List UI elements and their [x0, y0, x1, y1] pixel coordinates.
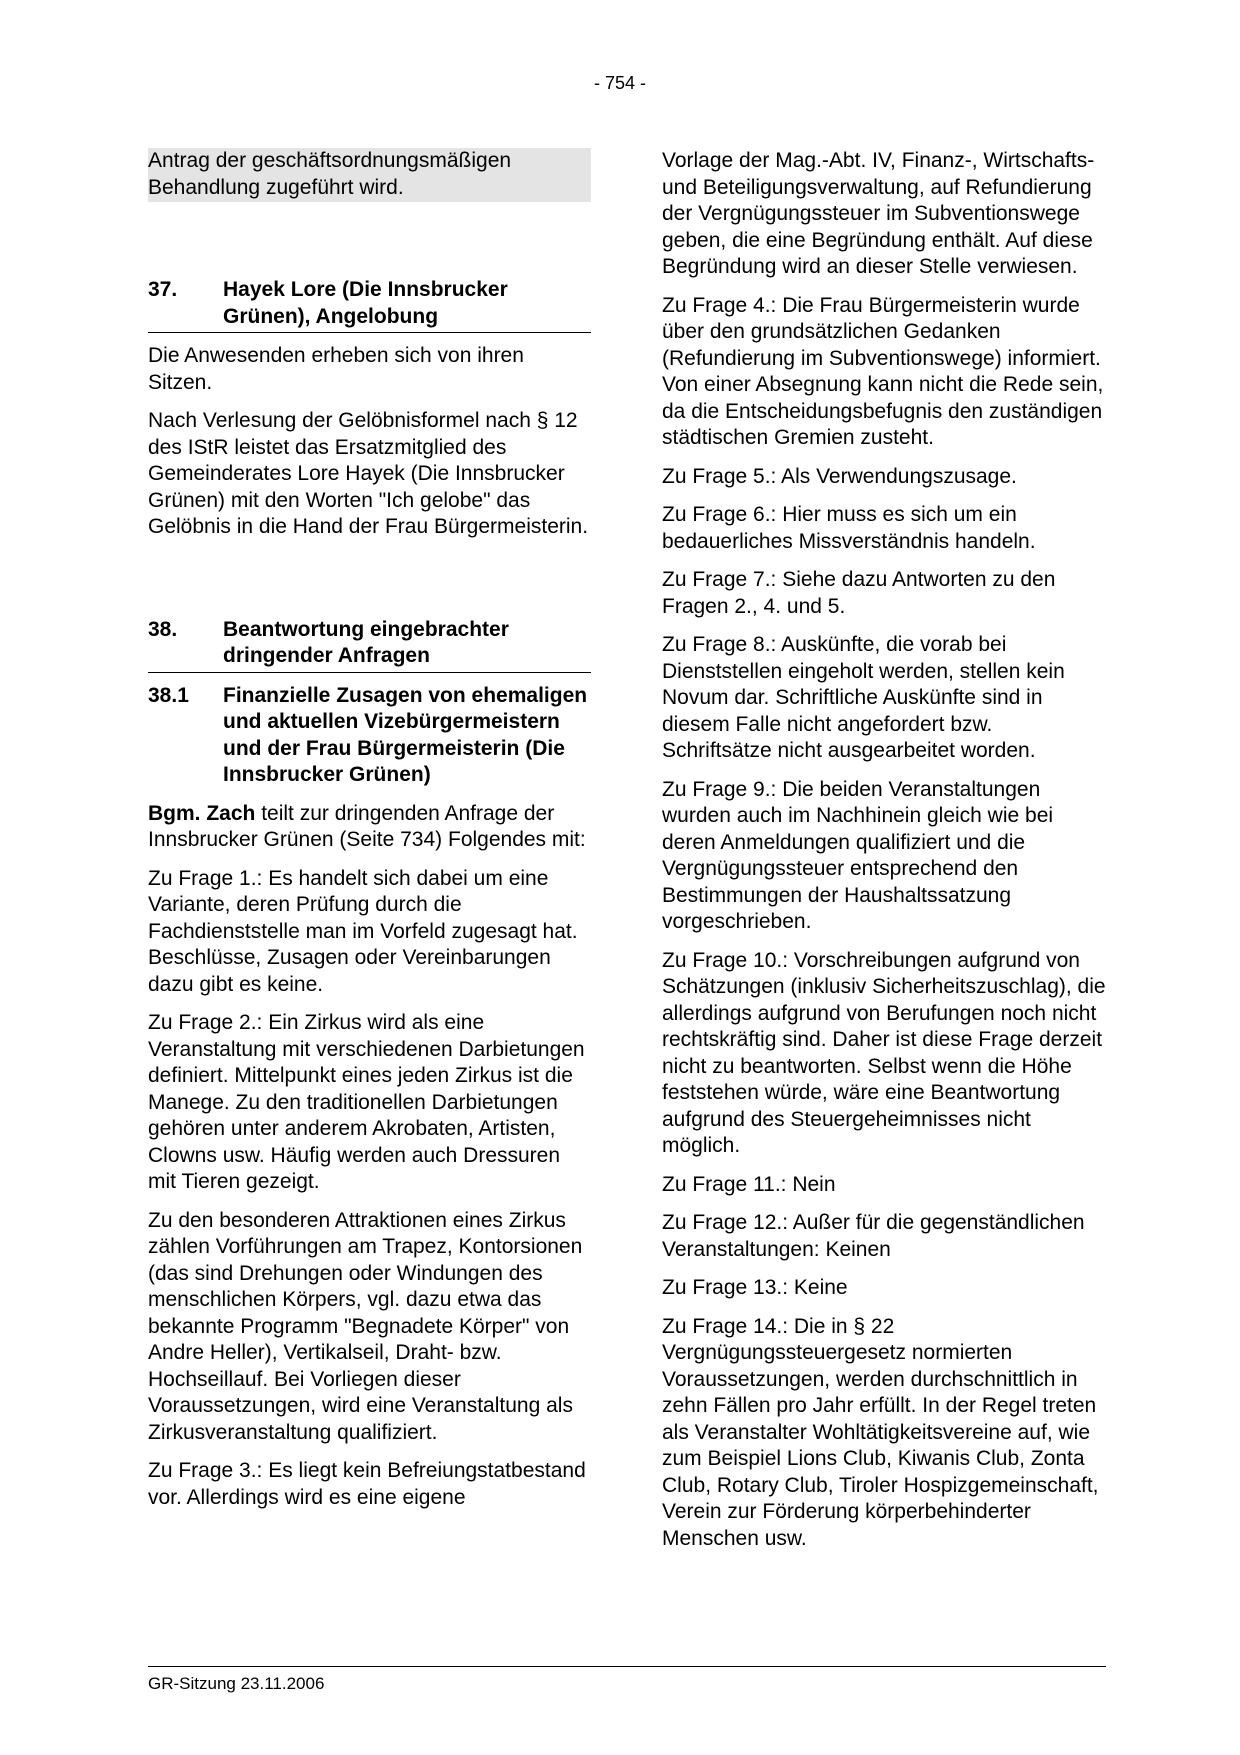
- paragraph: Die Anwesenden erheben sich von ihren Sitzen.: [148, 344, 524, 394]
- footer-divider: [148, 1666, 1106, 1667]
- section-37-heading: [148, 277, 591, 333]
- paragraph: Zu Frage 9.: Die beiden Veranstaltungen wurden auch im Nachhinein gleich wie bei deren Anmeldungen qualifiziert und die Vergnügungssteuer entsprechend den Bestimmungen der Haushaltssatzung vorgeschrieben.: [662, 777, 1054, 933]
- paragraph: Zu Frage 1.: Es handelt sich dabei um eine Variante, deren Prüfung durch die Fachdienststelle man im Vorfeld zugesagt hat. Beschlüsse, Zusagen oder Vereinbarungen dazu gibt es keine.: [148, 866, 578, 996]
- left-column: [148, 148, 591, 1523]
- paragraph: Zu Frage 13.: Keine: [662, 1276, 848, 1299]
- page-number: - 754 -: [593, 73, 647, 93]
- section-number: 38.1: [148, 683, 189, 707]
- paragraph: Zu Frage 3.: Es liegt kein Befreiungstatbestand vor. Allerdings wird es eine eigene: [148, 1459, 586, 1509]
- section-38-1-heading: [148, 683, 591, 789]
- paragraph: Zu Frage 5.: Als Verwendungszusage.: [662, 464, 1017, 488]
- section-title: Beantwortung eingebrachter dringender Anfragen: [223, 617, 509, 667]
- intro-highlighted-text: Antrag der geschäftsordnungsmäßigen Behandlung zugeführt wird.: [148, 148, 591, 202]
- paragraph: Zu Frage 11.: Nein: [662, 1172, 836, 1196]
- paragraph: Zu Frage 10.: Vorschreibungen aufgrund von Schätzungen (inklusiv Sicherheitszuschlag), die allerdings aufgrund von Berufungen noch nicht rechtskräftig sind. Daher ist diese Frage derzeit nicht zu beantworten. Selbst wenn die Höhe feststehen würde, wäre eine Beantwortung aufgrund des Steuergeheimnisses nicht möglich.: [662, 948, 1106, 1157]
- paragraph: Zu Frage 7.: Siehe dazu Antworten zu den Fragen 2., 4. und 5.: [662, 568, 1056, 618]
- section-title: Finanzielle Zusagen von ehemaligen und aktuellen Vizebürgermeistern und der Frau Bürgermeisterin (Die Innsbrucker Grünen): [223, 683, 588, 786]
- section-38-heading: [148, 617, 591, 673]
- paragraph: [148, 801, 591, 854]
- speaker-intro: teilt zur dringenden Anfrage der Innsbrucker Grünen (Seite 734) Folgendes mit:: [148, 801, 586, 851]
- section-number: 37.: [148, 278, 178, 301]
- footer-text: GR-Sitzung 23.11.2006: [148, 1674, 325, 1693]
- right-column: [662, 148, 1107, 1564]
- paragraph: Zu Frage 12.: Außer für die gegenständlichen Veranstaltungen: Keinen: [662, 1211, 1085, 1261]
- section-number: 38.: [148, 617, 178, 641]
- paragraph: Vorlage der Mag.-Abt. IV, Finanz-, Wirtschafts- und Beteiligungsverwaltung, auf Refundierung der Vergnügungssteuer im Subventionswege geben, die eine Begründung enthält. Auf diese Begründung wird an dieser Stelle verwiesen.: [662, 149, 1095, 278]
- section-title: Hayek Lore (Die Innsbrucker Grünen), Angelobung: [223, 278, 508, 328]
- paragraph: Zu Frage 6.: Hier muss es sich um ein bedauerliches Missverständnis handeln.: [662, 503, 1036, 553]
- paragraph: Zu Frage 4.: Die Frau Bürgermeisterin wurde über den grundsätzlichen Gedanken (Refundierung im Subventionswege) informiert. Von einer Absegnung kann nicht die Rede sein, da die Entscheidungsbefugnis den zuständigen städtischen Gremien zusteht.: [662, 293, 1104, 449]
- paragraph: Nach Verlesung der Gelöbnisformel nach § 12 des IStR leistet das Ersatzmitglied des Gemeinderates Lore Hayek (Die Innsbrucker Grünen) mit den Worten "Ich gelobe" das Gelöbnis in die Hand der Frau Bürgermeisterin.: [148, 409, 589, 538]
- paragraph: Zu Frage 8.: Auskünfte, die vorab bei Dienststellen eingeholt werden, stellen kein Novum dar. Schriftliche Auskünfte sind in diesem Falle nicht angefordert bzw. Schriftsätze nicht ausgearbeitet worden.: [662, 633, 1065, 762]
- paragraph: Zu den besonderen Attraktionen eines Zirkus zählen Vorführungen am Trapez, Kontorsionen (das sind Drehungen oder Windungen des menschlichen Körpers, vgl. dazu etwa das bekannte Programm "Begnadete Körper" von Andre Heller), Vertikalseil, Draht- bzw. Hochseillauf. Bei Vorliegen dieser Voraussetzungen, wird eine Veranstaltung als Zirkusveranstaltung qualifiziert.: [148, 1208, 583, 1444]
- paragraph: Zu Frage 2.: Ein Zirkus wird als eine Veranstaltung mit verschiedenen Darbietungen definiert. Mittelpunkt eines jeden Zirkus ist die Manege. Zu den traditionellen Darbietungen gehören unter anderem Akrobaten, Artisten, Clowns usw. Häufig werden auch Dressuren mit Tieren gezeigt.: [148, 1011, 585, 1193]
- paragraph: Zu Frage 14.: Die in § 22 Vergnügungssteuergesetz normierten Voraussetzungen, werden durchschnittlich in zehn Fällen pro Jahr erfüllt. In der Regel treten als Veranstalter Wohltätigkeitsvereine auf, wie zum Beispiel Lions Club, Kiwanis Club, Zonta Club, Rotary Club, Tiroler Hospizgemeinschaft, Verein zur Förderung körperbehinderter Menschen usw.: [662, 1314, 1099, 1550]
- speaker-name: Bgm. Zach: [148, 801, 256, 825]
